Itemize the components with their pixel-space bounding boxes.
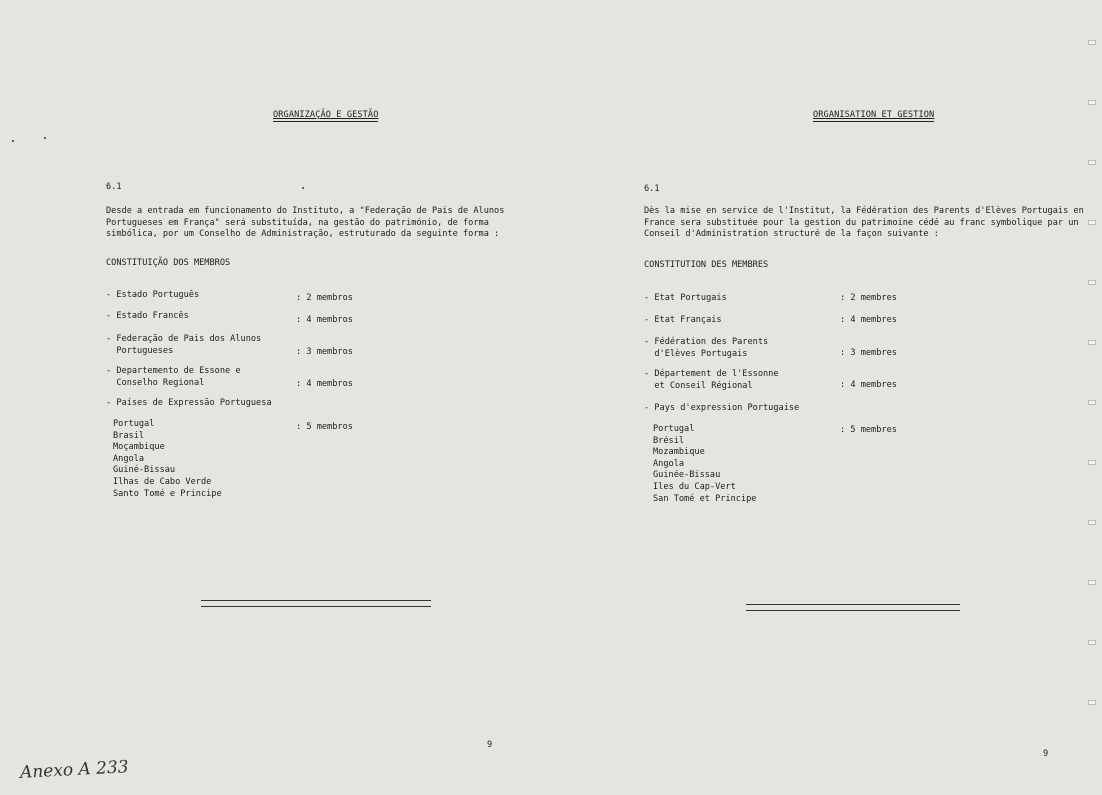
scan-speck: [44, 137, 46, 139]
member-name: - Etat Portugais: [644, 293, 727, 303]
right-countries-count: : 5 membres: [840, 425, 897, 435]
member-name: - Federação de Pais dos Alunos Portugueses: [106, 334, 262, 356]
binding-hole: [1088, 400, 1096, 405]
binding-hole: [1088, 40, 1096, 45]
binding-hole: [1088, 340, 1096, 345]
right-intro-paragraph: Dès la mise en service de l'Institut, la Fédération des Parents d'Elèves Portugais en France sera substituée pour la gestion du patrimoine cédé au franc symbolique par un Conseil d'Administration structuré de la façon suivante :: [644, 206, 1084, 240]
left-section-number: 6.1: [106, 182, 122, 192]
member-name: - Países de Expressão Portuguesa: [106, 398, 272, 408]
binding-hole: [1088, 700, 1096, 705]
member-count: : 3 membros: [296, 347, 353, 357]
member-name: - Estado Francês: [106, 311, 189, 321]
member-name: - Etat Français: [644, 315, 722, 325]
member-count: : 4 membros: [296, 315, 353, 325]
left-intro-paragraph: Desde a entrada em funcionamento do Instituto, a "Federação de Pais de Alunos Portugueses em França" será substituída, na gestão do património, de forma simbólica, por um Conselho de Administração, estruturado da seguinte forma :: [106, 206, 505, 240]
member-name: - Departemento de Essone e Conselho Regional: [106, 366, 241, 388]
right-page-number: 9: [1043, 749, 1049, 759]
right-section-number: 6.1: [644, 184, 660, 194]
binding-hole: [1088, 580, 1096, 585]
left-countries-list: Portugal Brasil Moçambique Angola Guiné-Bissau Ilhas de Cabo Verde Santo Tomé e Principe: [113, 419, 222, 499]
left-countries-count: : 5 membros: [296, 422, 353, 432]
handwritten-annotation: Anexo A 233: [19, 757, 130, 783]
left-end-rule: [201, 600, 431, 607]
right-members-heading: CONSTITUTION DES MEMBRES: [644, 260, 769, 270]
left-title: ORGANIZAÇÃO E GESTÃO: [273, 110, 378, 124]
scan-speck: [12, 140, 14, 142]
member-name: - Pays d'expression Portugaise: [644, 403, 800, 413]
binding-hole: [1088, 460, 1096, 465]
binding-hole: [1088, 100, 1096, 105]
member-name: - Département de l'Essonne et Conseil Régional: [644, 369, 779, 391]
right-countries-list: Portugal Brésil Mozambique Angola Guinée-Bissau Iles du Cap-Vert San Tomé et Principe: [653, 424, 757, 504]
binding-hole: [1088, 280, 1096, 285]
binding-hole: [1088, 640, 1096, 645]
right-end-rule: [746, 604, 960, 611]
scan-speck: [302, 187, 304, 189]
left-members-heading: CONSTITUIÇÃO DOS MEMBROS: [106, 258, 231, 268]
member-count: : 2 membros: [296, 293, 353, 303]
member-count: : 4 membres: [840, 315, 897, 325]
member-count: : 3 membres: [840, 348, 897, 358]
member-name: - Estado Português: [106, 290, 200, 300]
member-count: : 2 membres: [840, 293, 897, 303]
binding-hole: [1088, 520, 1096, 525]
binding-hole: [1088, 160, 1096, 165]
right-title: ORGANISATION ET GESTION: [813, 110, 934, 124]
binding-hole: [1088, 220, 1096, 225]
member-count: : 4 membros: [296, 379, 353, 389]
left-page-number: 9: [487, 740, 493, 750]
member-count: : 4 membres: [840, 380, 897, 390]
member-name: - Fédération des Parents d'Elèves Portugais: [644, 337, 769, 359]
